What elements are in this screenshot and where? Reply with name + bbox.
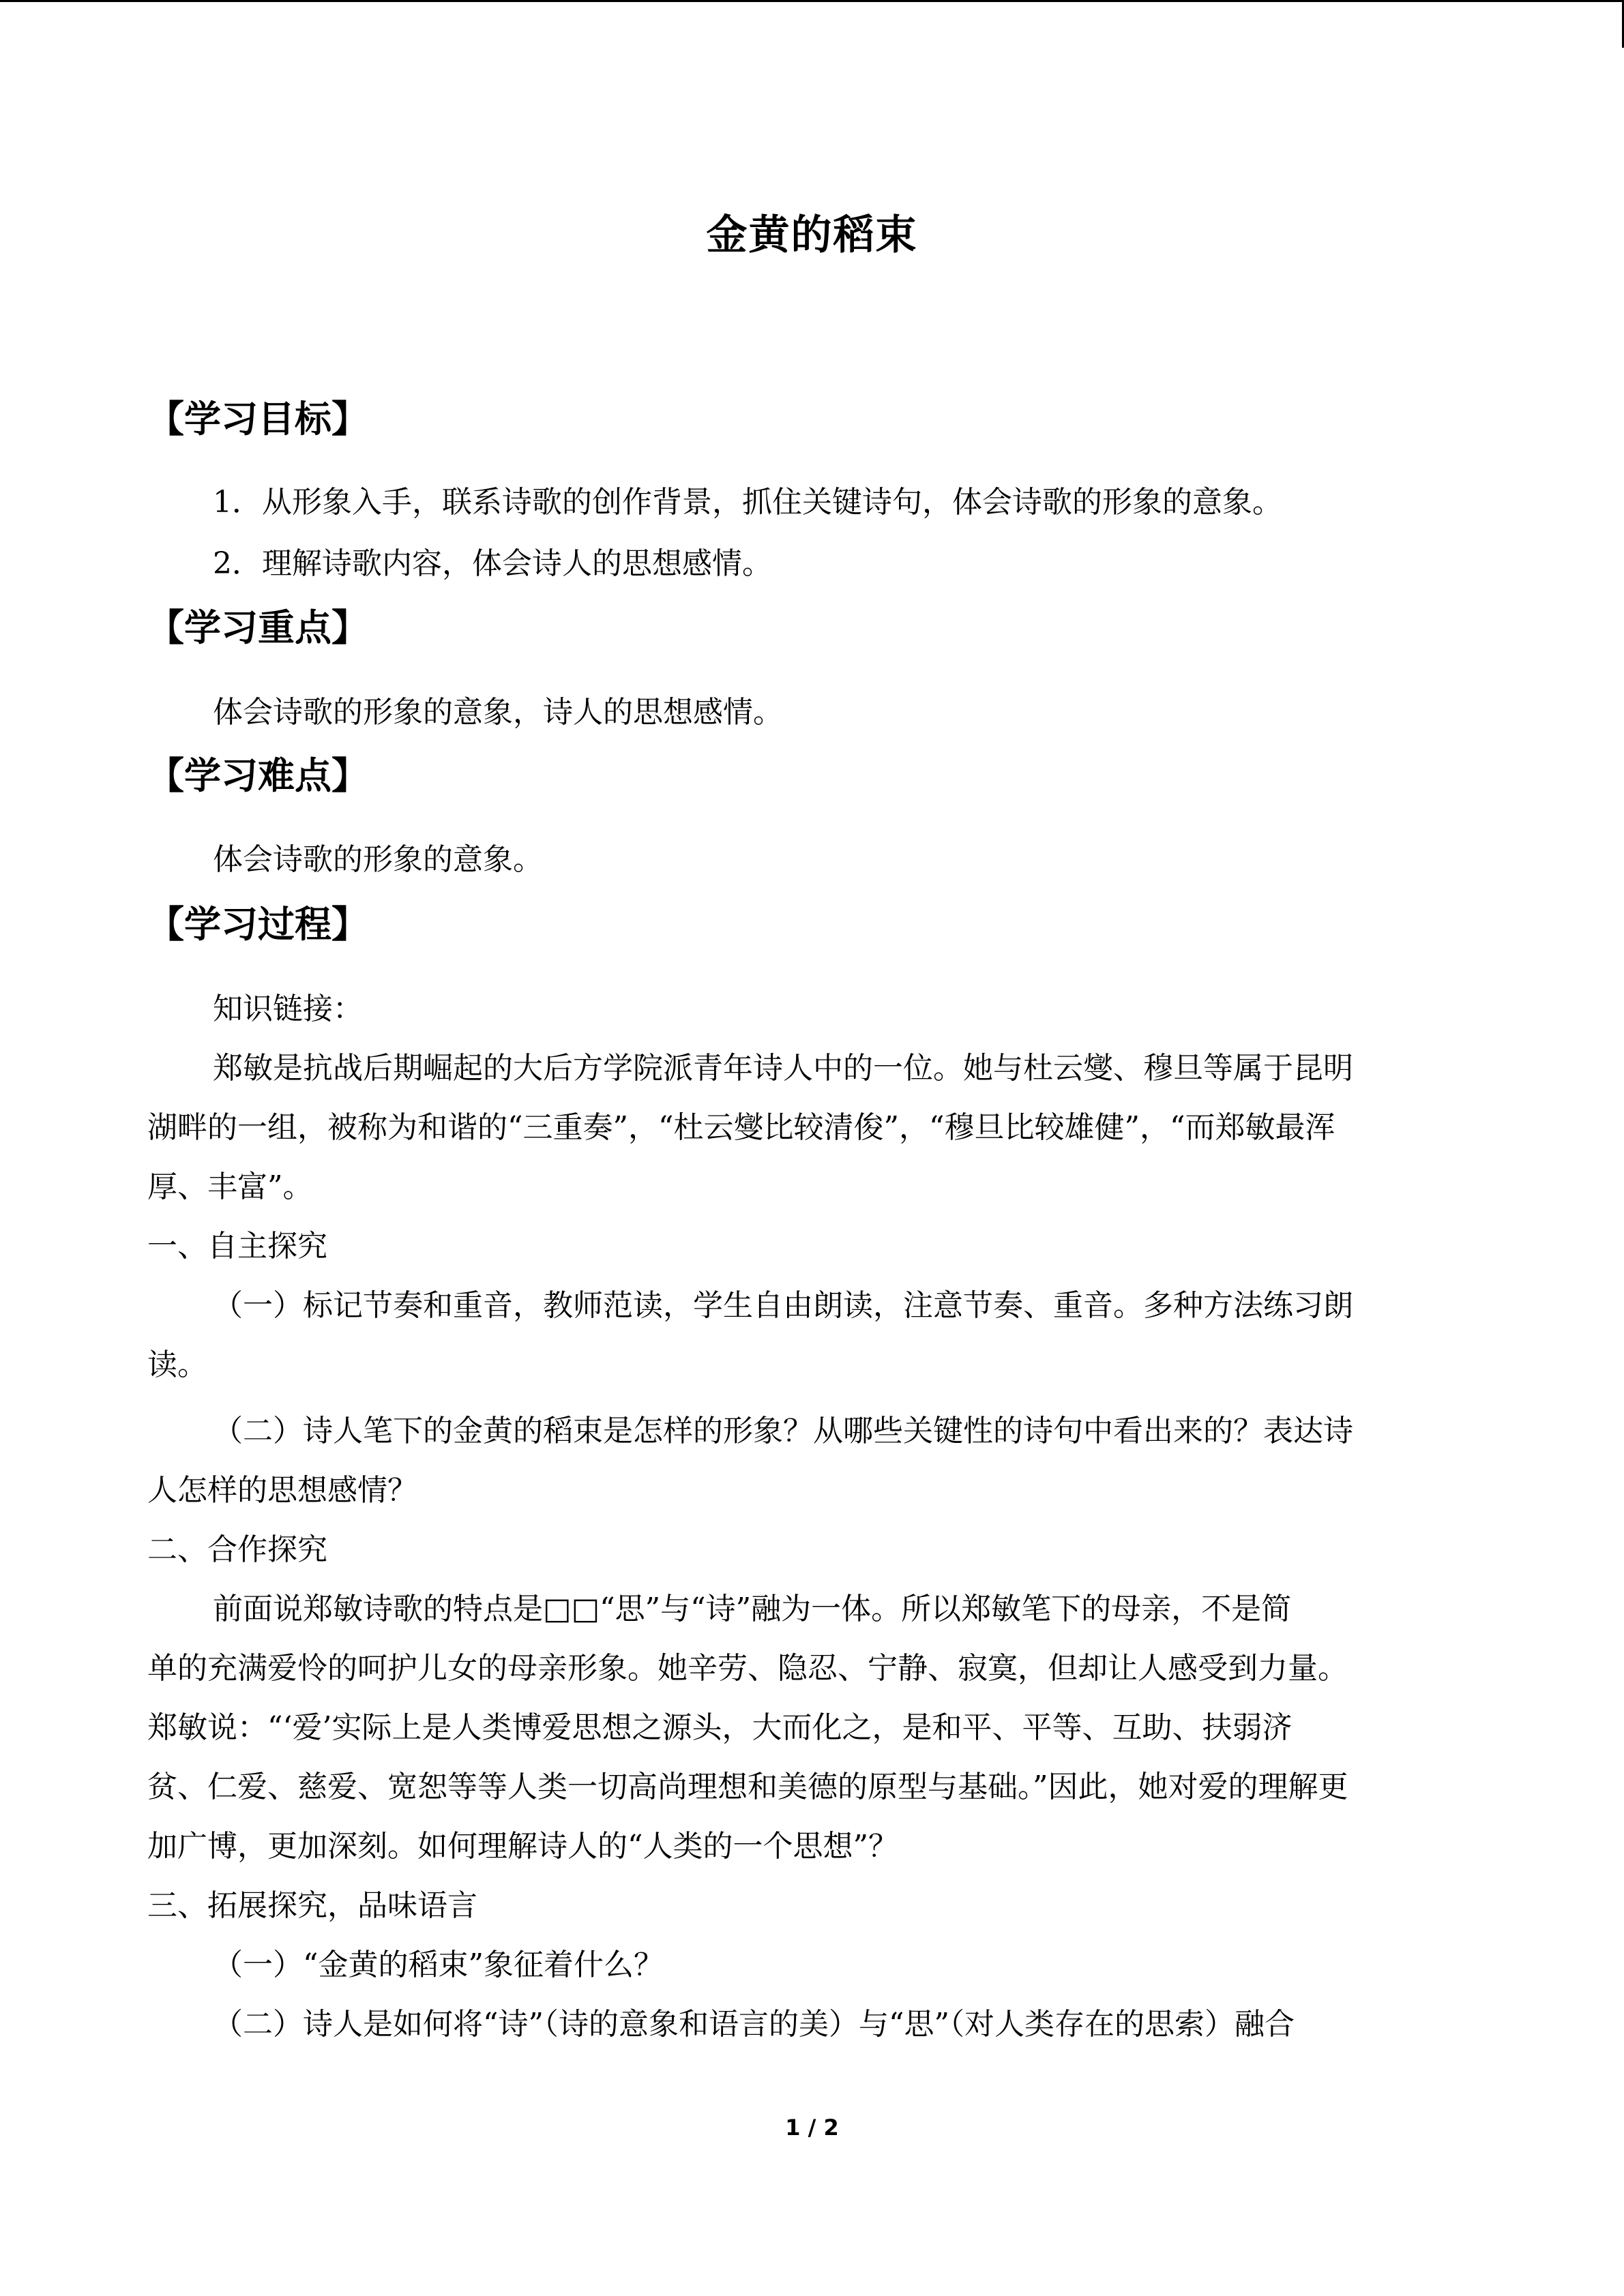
part2-line-3: 郑敏说：“‘爱’实际上是人类博爱思想之源头，大而化之，是和平、平等、互助、扶弱济	[147, 1710, 1293, 1745]
top-border-line	[0, 0, 1624, 2]
part1-q2-line-2: 人怎样的思想感情？	[147, 1473, 417, 1508]
knowledge-link-label: 知识链接：	[213, 992, 363, 1026]
part3-q1: （一）“金黄的稻束”象征着什么？	[213, 1948, 664, 1982]
key-points-text: 体会诗歌的形象的意象，诗人的思想感情。	[213, 695, 783, 730]
section-heading-goals: 【学习目标】	[147, 398, 368, 441]
goal-item-1: 1．从形象入手，联系诗歌的创作背景，抓住关键诗句，体会诗歌的形象的意象。	[213, 485, 1282, 520]
part3-heading: 三、拓展探究，品味语言	[147, 1888, 477, 1923]
section-heading-key-points: 【学习重点】	[147, 606, 368, 649]
part1-heading: 一、自主探究	[147, 1229, 327, 1264]
part2-line-1: 前面说郑敏诗歌的特点是□□“思”与“诗”融为一体。所以郑敏笔下的母亲，不是简	[213, 1592, 1292, 1626]
section-heading-process: 【学习过程】	[147, 903, 368, 946]
section-heading-difficulties: 【学习难点】	[147, 754, 368, 797]
knowledge-line-2: 湖畔的一组，被称为和谐的“三重奏”，“杜云燮比较清俊”，“穆旦比较雄健”，“而郑敏最浑	[147, 1110, 1335, 1145]
part1-q1-line-1: （一）标记节奏和重音，教师范读，学生自由朗读，注意节奏、重音。多种方法练习朗	[213, 1288, 1353, 1323]
difficulties-text: 体会诗歌的形象的意象。	[213, 842, 543, 877]
part2-line-5: 加广博，更加深刻。如何理解诗人的“人类的一个思想”？	[147, 1829, 898, 1864]
part2-line-4: 贫、仁爱、慈爱、宽恕等等人类一切高尚理想和美德的原型与基础。”因此，她对爱的理解更	[147, 1770, 1348, 1804]
page-title: 金黄的稻束	[706, 211, 918, 259]
part1-q2-line-1: （二）诗人笔下的金黄的稻束是怎样的形象？从哪些关键性的诗句中看出来的？表达诗	[213, 1414, 1353, 1448]
goal-item-2: 2．理解诗歌内容，体会诗人的思想感情。	[213, 546, 772, 581]
part3-q2: （二）诗人是如何将“诗”（诗的意象和语言的美）与“思”（对人类存在的思索）融合	[213, 2007, 1295, 2042]
part1-q1-line-2: 读。	[147, 1347, 207, 1382]
part2-heading: 二、合作探究	[147, 1532, 327, 1567]
part2-line-2: 单的充满爱怜的呵护儿女的母亲形象。她辛劳、隐忍、宁静、寂寞，但却让人感受到力量。	[147, 1651, 1348, 1686]
knowledge-line-3: 厚、丰富”。	[147, 1169, 313, 1204]
knowledge-line-1: 郑敏是抗战后期崛起的大后方学院派青年诗人中的一位。她与杜云燮、穆旦等属于昆明	[213, 1051, 1353, 1086]
page-number: 1 / 2	[785, 2115, 839, 2141]
